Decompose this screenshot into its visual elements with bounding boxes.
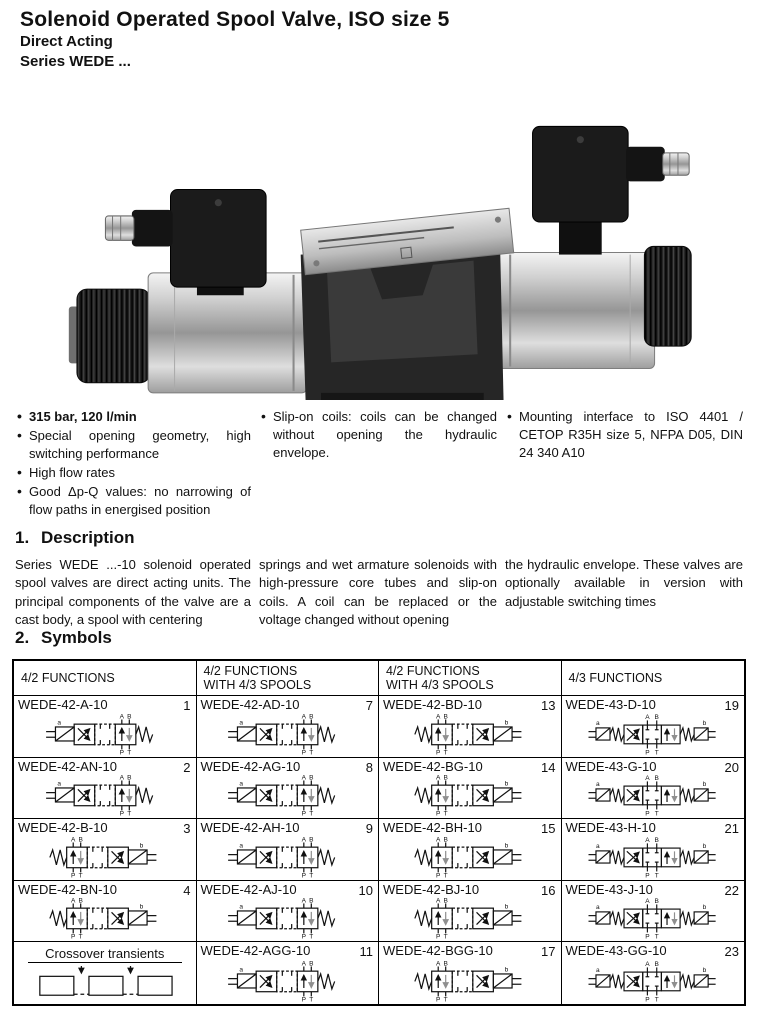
valve-symbol	[382, 773, 558, 816]
valve-symbol	[17, 712, 193, 755]
symbol-cell	[14, 942, 197, 1004]
valve-symbol	[382, 835, 558, 878]
description-column-3: the hydraulic envelope. These valves are optionally available in version with adjustable switching times	[505, 557, 743, 609]
model-code: WEDE-42-B-10	[18, 820, 108, 836]
description-column-1: Series WEDE ...-10 solenoid operated spool valves are direct acting units. The principal components of the valve are a cast body, a spool with centering	[15, 557, 251, 628]
symbol-number: 3	[183, 821, 191, 837]
symbol-number: 23	[724, 944, 739, 960]
valve-symbol	[382, 959, 558, 1002]
symbol-cell	[14, 819, 197, 881]
symbol-cell	[562, 758, 745, 820]
section-title: Symbols	[41, 628, 112, 647]
symbol-cell	[562, 696, 745, 758]
symbols-column-header: 4/2 FUNCTIONS WITH 4/3 SPOOLS	[379, 661, 562, 696]
model-code: WEDE-42-AH-10	[200, 820, 300, 836]
symbol-cell	[379, 696, 562, 758]
model-code: WEDE-43-H-10	[565, 820, 656, 836]
valve-symbol	[382, 712, 558, 755]
symbols-table	[12, 659, 746, 1006]
symbol-cell	[197, 819, 380, 881]
features-column-1	[15, 408, 251, 520]
symbol-number: 20	[724, 759, 739, 775]
symbols-column-header: 4/2 FUNCTIONS WITH 4/3 SPOOLS	[197, 661, 380, 696]
feature-bullet: • High flow rates	[15, 464, 251, 482]
model-code: WEDE-43-D-10	[565, 697, 656, 712]
symbol-cell	[562, 819, 745, 881]
symbol-cell	[562, 942, 745, 1004]
valve-symbol	[382, 896, 558, 939]
model-code: WEDE-43-J-10	[565, 881, 653, 897]
symbol-number: 13	[541, 698, 556, 713]
description-column-2: springs and wet armature solenoids with high-pressure core tubes and slip-on coils. A coil can be replaced or the voltage changed without opening	[259, 557, 497, 628]
feature-bullets	[15, 408, 748, 520]
valve-symbol	[17, 773, 193, 816]
features-column-3	[505, 408, 743, 520]
feature-bullet: • Mounting interface to ISO 4401 / CETOP R35H size 5, NFPA D05, DIN 24 340 A10	[505, 408, 743, 462]
symbol-cell	[14, 758, 197, 820]
model-code: WEDE-42-AN-10	[18, 758, 117, 774]
symbol-number: 9	[365, 821, 373, 837]
symbol-number: 19	[724, 698, 739, 713]
model-code: WEDE-42-AJ-10	[200, 881, 297, 897]
symbol-cell	[197, 758, 380, 820]
symbol-cell	[379, 942, 562, 1004]
valve-photo-illustration	[64, 100, 696, 400]
symbols-column-header: 4/2 FUNCTIONS	[14, 661, 197, 696]
symbol-number: 1	[183, 698, 191, 713]
symbol-number: 16	[541, 882, 556, 898]
valve-symbol	[199, 773, 375, 816]
description-text	[15, 556, 748, 630]
valve-symbol	[565, 712, 741, 755]
model-code: WEDE-42-AG-10	[200, 758, 301, 774]
symbol-cell	[197, 881, 380, 943]
model-code: WEDE-42-A-10	[18, 697, 108, 712]
model-code: WEDE-43-G-10	[565, 758, 657, 774]
section-heading-symbols	[15, 628, 112, 648]
symbol-cell	[14, 696, 197, 758]
model-code: WEDE-42-BG-10	[383, 758, 483, 774]
symbol-number: 2	[183, 759, 191, 775]
symbol-number: 17	[541, 944, 556, 960]
valve-symbol	[17, 835, 193, 878]
symbol-number: 14	[541, 759, 556, 775]
model-code: WEDE-42-BH-10	[383, 820, 482, 836]
symbol-cell	[379, 881, 562, 943]
symbol-cell	[14, 881, 197, 943]
valve-symbol	[199, 959, 375, 1002]
feature-bullet: • Slip-on coils: coils can be changed without opening the hydraulic envelope.	[259, 408, 497, 462]
valve-symbol	[17, 965, 193, 999]
model-code: WEDE-42-AGG-10	[200, 943, 311, 959]
symbol-number: 21	[724, 821, 739, 837]
symbols-column-header: 4/3 FUNCTIONS	[562, 661, 745, 696]
model-code: WEDE-42-BGG-10	[383, 943, 493, 959]
valve-symbol	[565, 835, 741, 878]
valve-symbol	[565, 773, 741, 816]
valve-symbol	[565, 896, 741, 939]
section-number: 2.	[15, 628, 30, 647]
section-heading-description	[15, 528, 135, 548]
valve-symbol	[17, 896, 193, 939]
symbol-cell	[379, 819, 562, 881]
symbol-number: 8	[365, 759, 373, 775]
symbol-cell	[197, 696, 380, 758]
section-title: Description	[41, 528, 135, 547]
symbol-cell	[379, 758, 562, 820]
crossover-label: Crossover transients	[28, 946, 182, 963]
feature-bullet: • 315 bar, 120 l/min	[15, 408, 251, 426]
symbol-number: 15	[541, 821, 556, 837]
symbol-number: 4	[183, 882, 191, 898]
valve-symbol	[199, 712, 375, 755]
model-code: WEDE-42-BD-10	[383, 697, 482, 712]
symbol-number: 10	[358, 882, 373, 898]
model-code: WEDE-42-AD-10	[200, 697, 300, 712]
feature-bullet: • Good Δp-Q values: no narrowing of flow paths in energised position	[15, 483, 251, 519]
valve-photo	[64, 100, 696, 400]
symbol-cell	[197, 942, 380, 1004]
model-code: WEDE-43-GG-10	[565, 943, 667, 959]
valve-symbol	[199, 835, 375, 878]
symbol-number: 7	[365, 698, 373, 713]
subtitle-direct-acting: Direct Acting	[20, 33, 113, 51]
valve-symbol	[199, 896, 375, 939]
symbol-number: 11	[359, 944, 373, 960]
page-title: Solenoid Operated Spool Valve, ISO size 5	[20, 8, 450, 31]
section-number: 1.	[15, 528, 30, 547]
valve-symbol	[565, 959, 741, 1002]
symbol-cell	[562, 881, 745, 943]
feature-bullet: • Special opening geometry, high switching performance	[15, 427, 251, 463]
header	[20, 8, 739, 71]
subtitle-series: Series WEDE ...	[20, 52, 131, 70]
model-code: WEDE-42-BN-10	[18, 881, 117, 897]
symbol-number: 22	[724, 882, 739, 898]
features-column-2	[259, 408, 497, 520]
model-code: WEDE-42-BJ-10	[383, 881, 480, 897]
